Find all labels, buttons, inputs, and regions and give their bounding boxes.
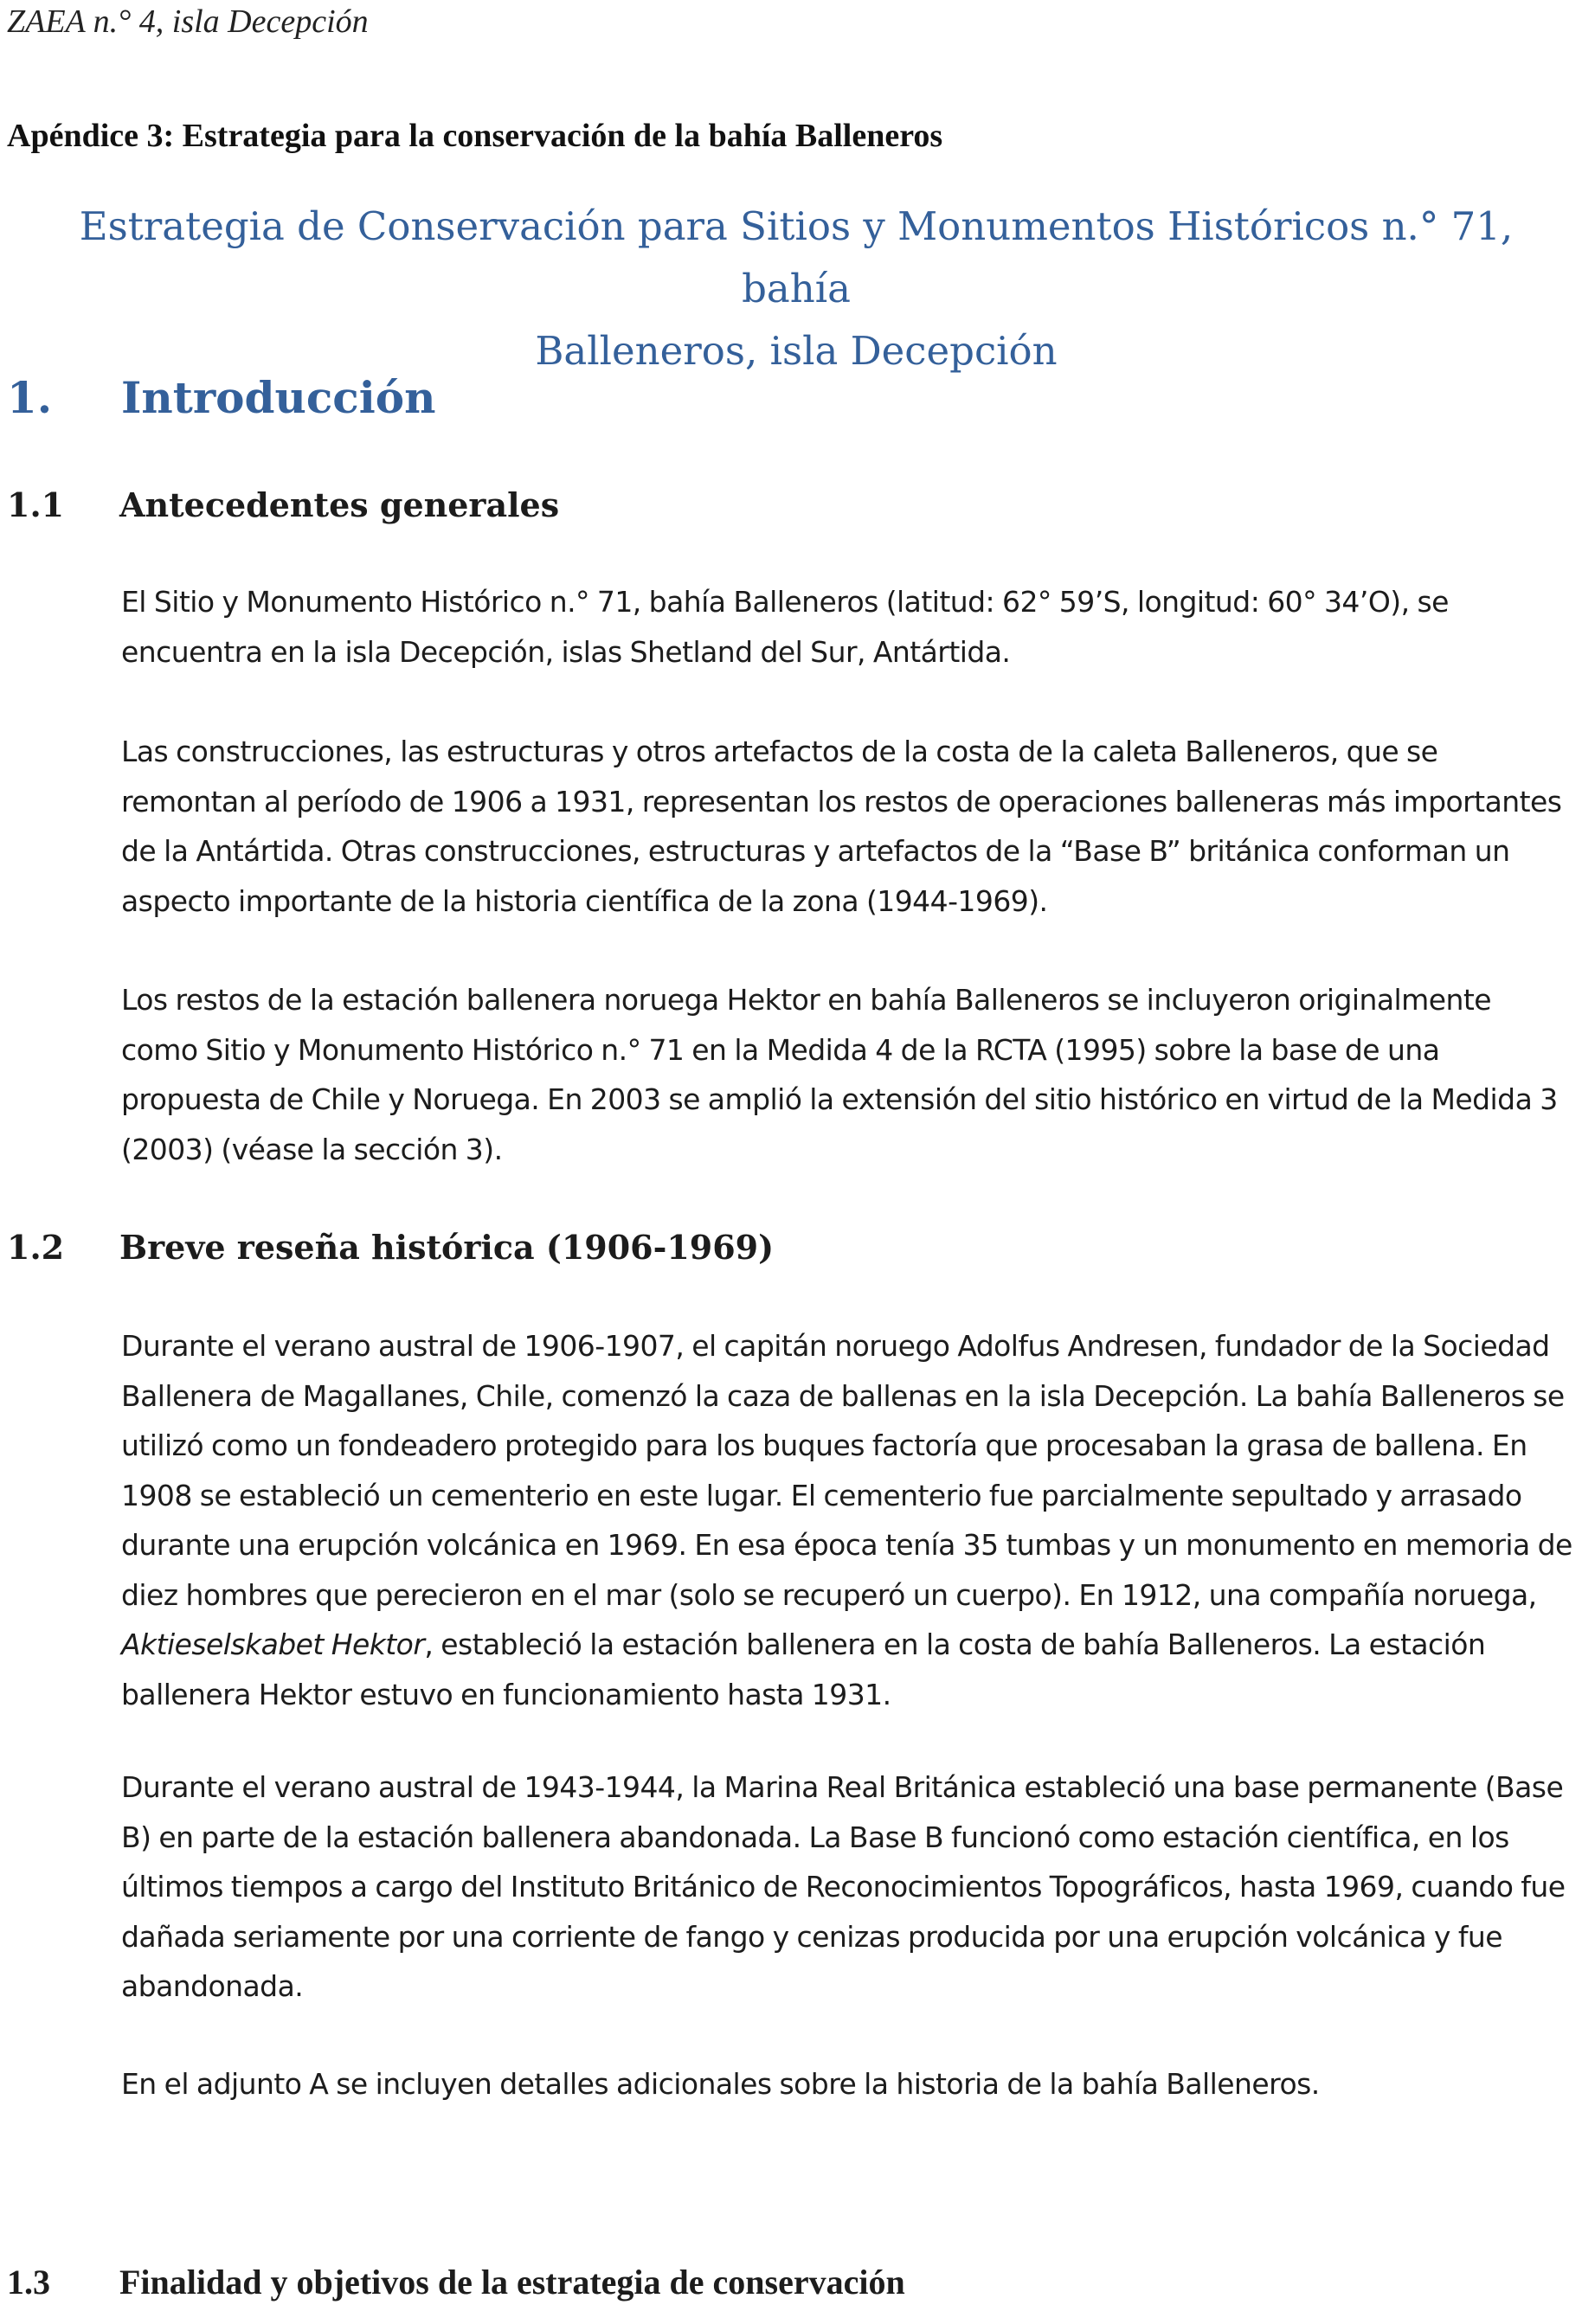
subsection-number: 1.1 xyxy=(7,485,65,524)
subsection-title: Breve reseña histórica (1906-1969) xyxy=(119,1228,775,1267)
paragraph-antecedentes-1: El Sitio y Monumento Histórico n.° 71, bahía Balleneros (latitud: 62° 59’S, longitud: 60° 34’O), se encuentra en la isla Decepción, islas Shetland del Sur, Antártida. xyxy=(121,585,1449,669)
paragraph-antecedentes-3: Los restos de la estación ballenera noruega Hektor en bahía Balleneros se incluyeron originalmente como Sitio y Monumento Histórico n.° 71 en la Medida 4 de la RCTA (1995) sobre la base de una propuesta de Chile y Noruega. En 2003 se amplió la extensión del sitio histórico en virtud de la Medida 3 (2003) (véase la sección 3). xyxy=(121,983,1558,1166)
subsection-heading-resena-historica xyxy=(7,1227,774,1268)
section-title: Introducción xyxy=(121,372,436,423)
subsection-heading-antecedentes xyxy=(7,485,559,526)
paragraph-resena-1-text-b: , estableció la estación ballenera en la costa de bahía Balleneros. La estación ballenera Hektor estuvo en funcionamiento hasta 1931. xyxy=(121,1627,1486,1711)
section-heading-introduccion xyxy=(7,372,435,424)
document-title-line-2: Balleneros, isla Decepción xyxy=(535,328,1058,374)
appendix-title: Apéndice 3: Estrategia para la conservación de la bahía Balleneros xyxy=(7,118,943,154)
subsection-title: Antecedentes generales xyxy=(119,485,560,524)
paragraph-resena-2: Durante el verano austral de 1943-1944, la Marina Real Británica estableció una base permanente (Base B) en parte de la estación ballenera abandonada. La Base B funcionó como estación científica, en los últimos tiempos a cargo del Instituto Británico de Reconocimientos Topográficos, hasta 1969, cuando fue dañada seriamente por una corriente de fango y cenizas producida por una erupción volcánica y fue abandonada. xyxy=(121,1770,1566,2003)
paragraph-antecedentes-2: Las construcciones, las estructuras y otros artefactos de la costa de la caleta Balleneros, que se remontan al período de 1906 a 1931, representan los restos de operaciones balleneras más importantes de la Antártida. Otras construcciones, estructuras y artefactos de la “Base B” británica conforman un aspecto importante de la historia científica de la zona (1944-1969). xyxy=(121,735,1562,918)
section-number: 1. xyxy=(7,372,53,423)
paragraph-resena-1-text-a: Durante el verano austral de 1906-1907, el capitán noruego Adolfus Andresen, fundador de la Sociedad Ballenera de Magallanes, Chile, comenzó la caza de ballenas en la isla Decepción. La bahía Balleneros se utilizó como un fondeadero protegido para los buques factoría que procesaban la grasa de ballena. En 1908 se estableció un cementerio en este lugar. El cementerio fue parcialmente sepultado y arrasado durante una erupción volcánica en 1969. En esa época tenía 35 tumbas y un monumento en memoria de diez hombres que perecieron en el mar (solo se recuperó un cuerpo). En 1912, una compañía noruega, xyxy=(121,1329,1572,1612)
company-name-italic: Aktieselskabet Hektor xyxy=(121,1627,425,1661)
running-header: ZAEA n.° 4, isla Decepción xyxy=(7,3,369,40)
subsection-heading-finalidad xyxy=(7,2262,905,2303)
subsection-number: 1.3 xyxy=(7,2263,50,2302)
document-title xyxy=(35,196,1558,382)
subsection-number: 1.2 xyxy=(7,1228,65,1267)
paragraph-resena-3: En el adjunto A se incluyen detalles adicionales sobre la historia de la bahía Balleneros. xyxy=(121,2067,1320,2101)
subsection-title: Finalidad y objetivos de la estrategia de conservación xyxy=(119,2263,905,2302)
paragraph-resena-1 xyxy=(121,1321,1575,1719)
document-title-line-1: Estrategia de Conservación para Sitios y Monumentos Históricos n.° 71, bahía xyxy=(79,203,1514,311)
